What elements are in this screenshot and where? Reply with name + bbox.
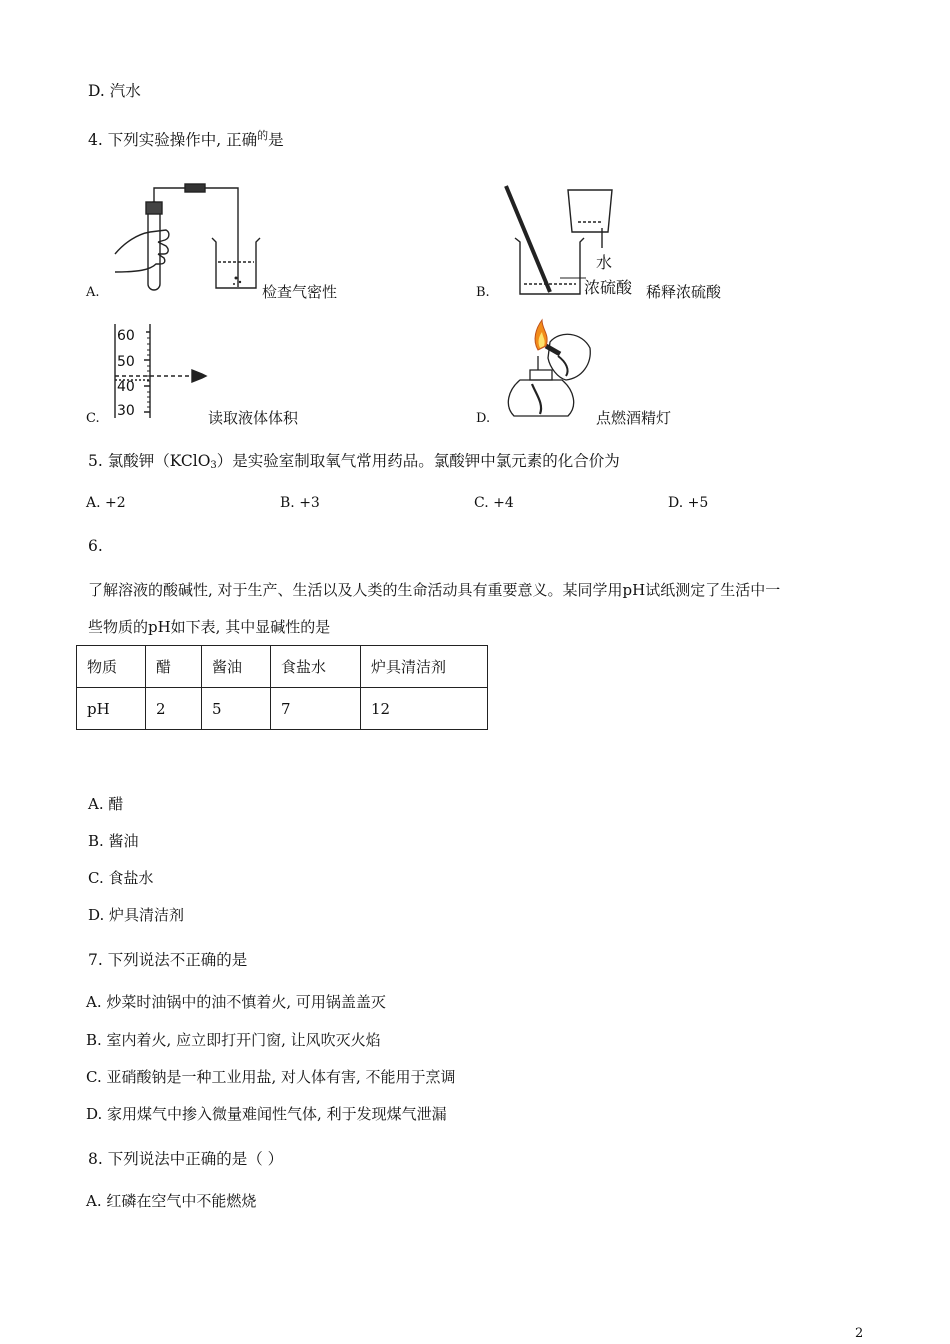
table-cell: 炉具清洁剂 — [361, 646, 488, 688]
q8-stem: 8. 下列说法中正确的是（ ） — [88, 1150, 284, 1168]
table-row — [77, 688, 488, 730]
q3-option-d: D. 汽水 — [88, 82, 141, 100]
q6-option-b: B. 酱油 — [88, 832, 139, 850]
tick-50: 50 — [117, 354, 135, 370]
label-water: 水 — [596, 253, 613, 272]
q4-option-c-caption: 读取液体体积 — [208, 409, 299, 427]
table-cell: pH — [77, 688, 146, 730]
ph-table — [76, 645, 488, 730]
q5-option-d: D. +5 — [668, 495, 709, 511]
q7-option-b: B. 室内着火, 应立即打开门窗, 让风吹灭火焰 — [86, 1031, 381, 1049]
q7-option-a: A. 炒菜时油锅中的油不慎着火, 可用锅盖盖灭 — [86, 993, 386, 1011]
table-cell: 醋 — [146, 646, 202, 688]
table-cell: 12 — [361, 688, 488, 730]
tick-40: 40 — [117, 379, 135, 395]
q6-option-c: C. 食盐水 — [88, 869, 154, 887]
tick-60: 60 — [117, 328, 135, 344]
q4-option-b-letter: B. — [476, 285, 490, 300]
q4-stem: 4. 下列实验操作中, 正确$^的$是 — [88, 129, 284, 149]
table-cell: 7 — [271, 688, 361, 730]
q8-option-a: A. 红磷在空气中不能燃烧 — [86, 1192, 257, 1210]
table-cell: 2 — [146, 688, 202, 730]
tick-30: 30 — [117, 403, 135, 419]
label-conc-sulfuric-acid: 浓硫酸 — [584, 278, 633, 297]
q4-option-c-letter: C. — [86, 411, 100, 426]
q6-stem-line1: 了解溶液的酸碱性, 对于生产、生活以及人类的生命活动具有重要意义。某同学用pH试纸测定了生活中一 — [88, 581, 781, 599]
alcohol-lamp-figure — [500, 318, 600, 423]
q4-option-a-letter: A. — [86, 285, 100, 300]
gas-tightness-figure — [110, 182, 270, 297]
q5-stem: 5. 氯酸钾（KClO$_3$）是实验室制取氧气常用药品。氯酸钾中氯元素的化合价为 — [88, 452, 620, 471]
q4-option-d-letter: D. — [476, 411, 491, 426]
table-cell: 5 — [202, 688, 271, 730]
q4-option-a-caption: 检查气密性 — [262, 283, 338, 301]
q6-option-d: D. 炉具清洁剂 — [88, 906, 185, 924]
q5-option-a: A. +2 — [86, 495, 126, 511]
q4-option-b-caption: 稀释浓硫酸 — [646, 283, 722, 301]
q7-option-d: D. 家用煤气中掺入微量难闻性气体, 利于发现煤气泄漏 — [86, 1105, 447, 1123]
q5-option-c: C. +4 — [474, 495, 514, 511]
q7-stem: 7. 下列说法不正确的是 — [88, 951, 248, 969]
table-cell: 物质 — [77, 646, 146, 688]
table-row — [77, 646, 488, 688]
q4-option-d-caption: 点燃酒精灯 — [596, 409, 672, 427]
table-cell: 食盐水 — [271, 646, 361, 688]
q6-option-a: A. 醋 — [88, 795, 124, 813]
q7-option-c: C. 亚硝酸钠是一种工业用盐, 对人体有害, 不能用于烹调 — [86, 1068, 456, 1086]
q6-number: 6. — [88, 537, 103, 555]
table-cell: 酱油 — [202, 646, 271, 688]
q6-stem-line2: 些物质的pH如下表, 其中显碱性的是 — [88, 618, 331, 636]
page-number: 2 — [855, 1326, 864, 1341]
q5-option-b: B. +3 — [280, 495, 320, 511]
